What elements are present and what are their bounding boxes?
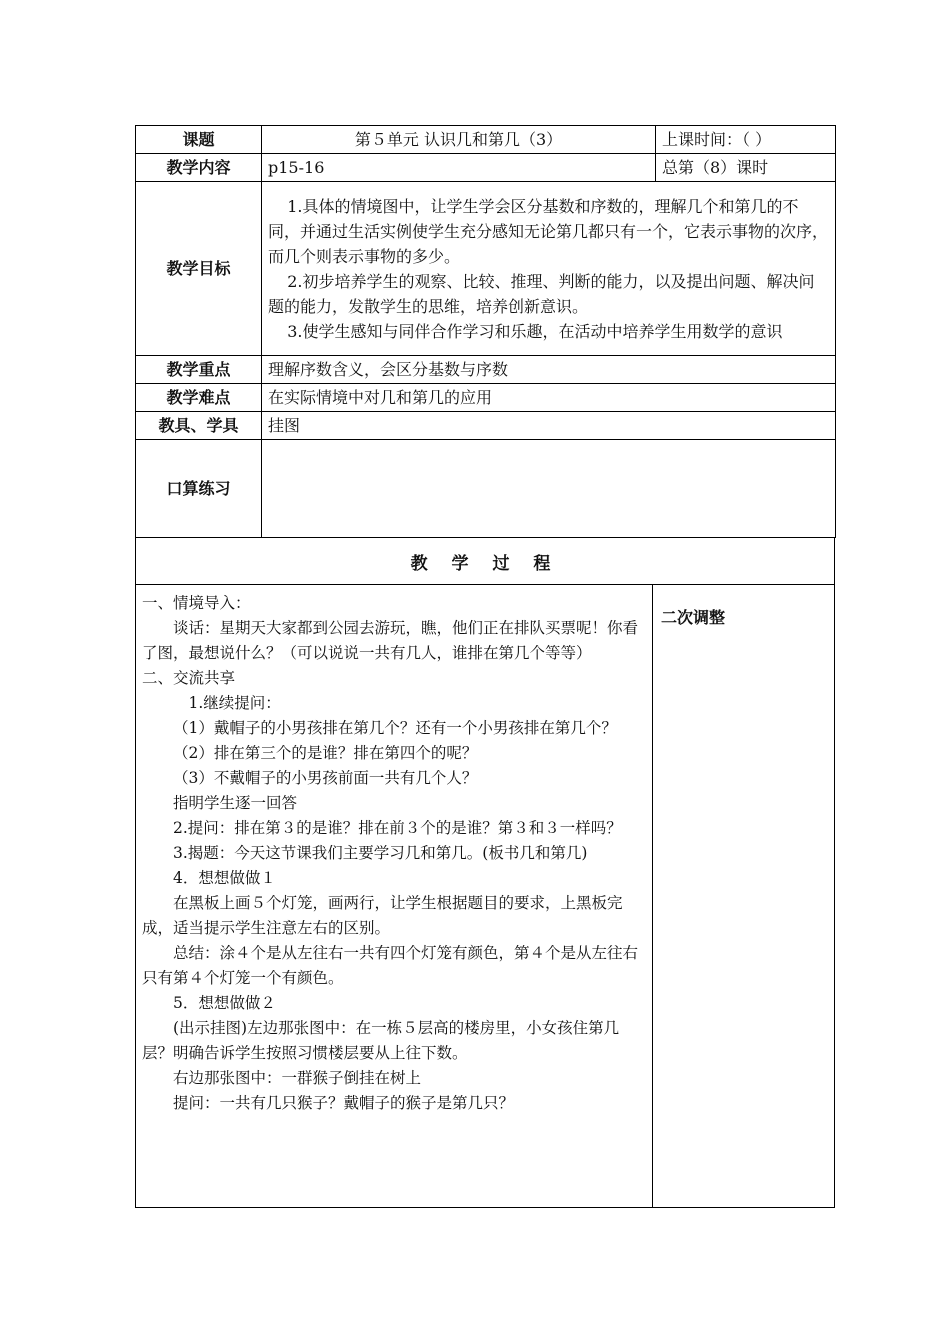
key-label: 教学重点 xyxy=(136,356,262,384)
topic-value: 第５单元 认识几和第几（3） xyxy=(262,126,656,154)
topic-label: 课题 xyxy=(136,126,262,154)
difficulty-value: 在实际情境中对几和第几的应用 xyxy=(262,384,836,412)
adjustment-label: 二次调整 xyxy=(661,608,726,627)
class-time: 上课时间：（ ） xyxy=(656,126,836,154)
content-value: p15-16 xyxy=(262,154,656,182)
content-label: 教学内容 xyxy=(136,154,262,182)
process-paragraph: 4．想想做做１ xyxy=(173,869,276,887)
process-paragraph: 2.提问：排在第３的是谁？排在前３个的是谁？第３和３一样吗？ xyxy=(173,819,622,837)
goal-item: 3.使学生感知与同伴合作学习和乐趣，在活动中培养学生用数学的意识 xyxy=(287,321,783,341)
process-body xyxy=(136,585,653,1207)
process-paragraph: 右边那张图中：一群猴子倒挂在树上 xyxy=(173,1069,422,1087)
process-paragraph: 1.继续提问： xyxy=(188,694,281,712)
difficulty-row xyxy=(136,384,836,412)
process-paragraph: 3.揭题：今天这节课我们主要学习几和第几。(板书几和第几) xyxy=(173,844,588,862)
tools-value: 挂图 xyxy=(262,412,836,440)
key-value: 理解序数含义，会区分基数与序数 xyxy=(262,356,836,384)
oral-row xyxy=(136,440,836,538)
oral-value xyxy=(262,440,836,538)
process-paragraph: 5．想想做做２ xyxy=(173,994,276,1012)
process-paragraph: （2）排在第三个的是谁？排在第四个的呢？ xyxy=(173,744,478,762)
process-paragraph: 总结：涂４个是从左往右一共有四个灯笼有颜色，第４个是从左往右只有第４个灯笼一个有颜色。 xyxy=(142,944,639,987)
goals-row xyxy=(136,182,836,356)
lesson-plan xyxy=(135,125,835,1208)
process-section xyxy=(135,585,835,1208)
key-row xyxy=(136,356,836,384)
content-row xyxy=(136,154,836,182)
goal-item: 2.初步培养学生的观察、比较、推理、判断的能力，以及提出问题、解决问题的能力，发散学生的思维，培养创新意识。 xyxy=(268,271,815,316)
process-paragraph: 一、情境导入： xyxy=(142,594,251,612)
oral-label: 口算练习 xyxy=(136,440,262,538)
tools-label: 教具、学具 xyxy=(136,412,262,440)
process-title: 教 学 过 程 xyxy=(135,538,835,585)
goals-label: 教学目标 xyxy=(136,182,262,356)
goal-item: 1.具体的情境图中，让学生学会区分基数和序数的，理解几个和第几的不同，并通过生活实例使学生充分感知无论第几都只有一个，它表示事物的次序，而几个则表示事物的多少。 xyxy=(268,196,829,266)
total-lesson: 总第（8）课时 xyxy=(656,154,836,182)
lesson-header-table xyxy=(135,125,836,538)
process-paragraph: (出示挂图)左边那张图中：在一栋５层高的楼房里，小女孩住第几层？明确告诉学生按照习惯楼层要从上往下数。 xyxy=(142,1019,620,1062)
process-paragraph: （3）不戴帽子的小男孩前面一共有几个人？ xyxy=(173,769,478,787)
process-paragraph: 在黑板上画５个灯笼，画两行，让学生根据题目的要求，上黑板完成，适当提示学生注意左右的区别。 xyxy=(142,894,623,937)
process-paragraph: （1）戴帽子的小男孩排在第几个？还有一个小男孩排在第几个？ xyxy=(173,719,617,737)
process-paragraph: 谈话：星期天大家都到公园去游玩，瞧，他们正在排队买票呢！你看了图，最想说什么？（可以说说一共有几人，谁排在第几个等等） xyxy=(142,619,639,662)
tools-row xyxy=(136,412,836,440)
process-paragraph: 指明学生逐一回答 xyxy=(173,794,298,812)
process-paragraph: 二、交流共享 xyxy=(142,669,236,687)
difficulty-label: 教学难点 xyxy=(136,384,262,412)
goals-list xyxy=(262,182,836,356)
topic-row xyxy=(136,126,836,154)
process-paragraph: 提问：一共有几只猴子？戴帽子的猴子是第几只？ xyxy=(173,1094,515,1112)
